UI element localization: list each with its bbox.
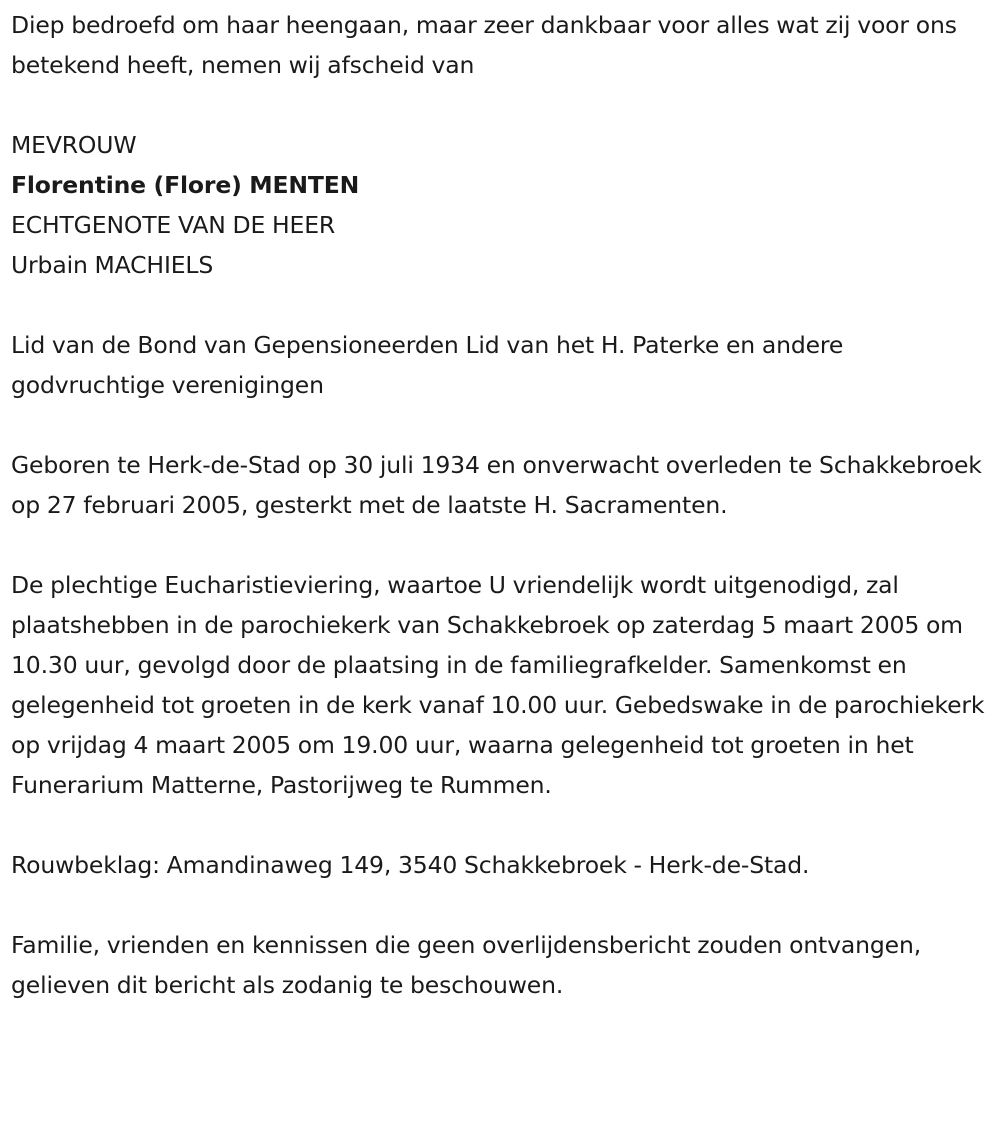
spacer: [11, 805, 1000, 845]
ceremony-text: De plechtige Eucharistieviering, waartoe U vriendelijk wordt uitgenodigd, zal plaatshebben in de parochiekerk van Schakkebroek op zaterdag 5 maart 2005 om 10.30 uur, gevolgd door de plaatsing in de familiegrafkelder. Samenkomst en gelegenheid tot groeten in de kerk vanaf 10.00 uur. Gebedswake in de parochiekerk op vrijdag 4 maart 2005 om 19.00 uur, waarna gelegenheid tot groeten in het Funerarium Matterne, Pastorijweg te Rummen.: [11, 571, 985, 799]
spacer: [11, 85, 1000, 125]
honorific: MEVROUW: [11, 131, 137, 159]
intro-text: Diep bedroefd om haar heengaan, maar zeer dankbaar voor alles wat zij voor ons betekend heeft, nemen wij afscheid van: [11, 11, 957, 79]
closing-text: Familie, vrienden en kennissen die geen overlijdensbericht zouden ontvangen, gelieven dit bericht als zodanig te beschouwen.: [11, 931, 922, 999]
spacer: [11, 285, 1000, 325]
spacer: [11, 525, 1000, 565]
condolence-address: Rouwbeklag: Amandinaweg 149, 3540 Schakkebroek - Herk-de-Stad.: [11, 851, 810, 879]
spacer: [11, 885, 1000, 925]
deceased-name: Florentine (Flore) MENTEN: [11, 171, 360, 199]
relation-text: ECHTGENOTE VAN DE HEER: [11, 211, 336, 239]
memberships-text: Lid van de Bond van Gepensioneerden Lid van het H. Paterke en andere godvruchtige verenigingen: [11, 331, 844, 399]
spouse-name: Urbain MACHIELS: [11, 251, 214, 279]
birth-death-text: Geboren te Herk-de-Stad op 30 juli 1934 en onverwacht overleden te Schakkebroek op 27 februari 2005, gesterkt met de laatste H. Sacramenten.: [11, 451, 982, 519]
spacer: [11, 405, 1000, 445]
